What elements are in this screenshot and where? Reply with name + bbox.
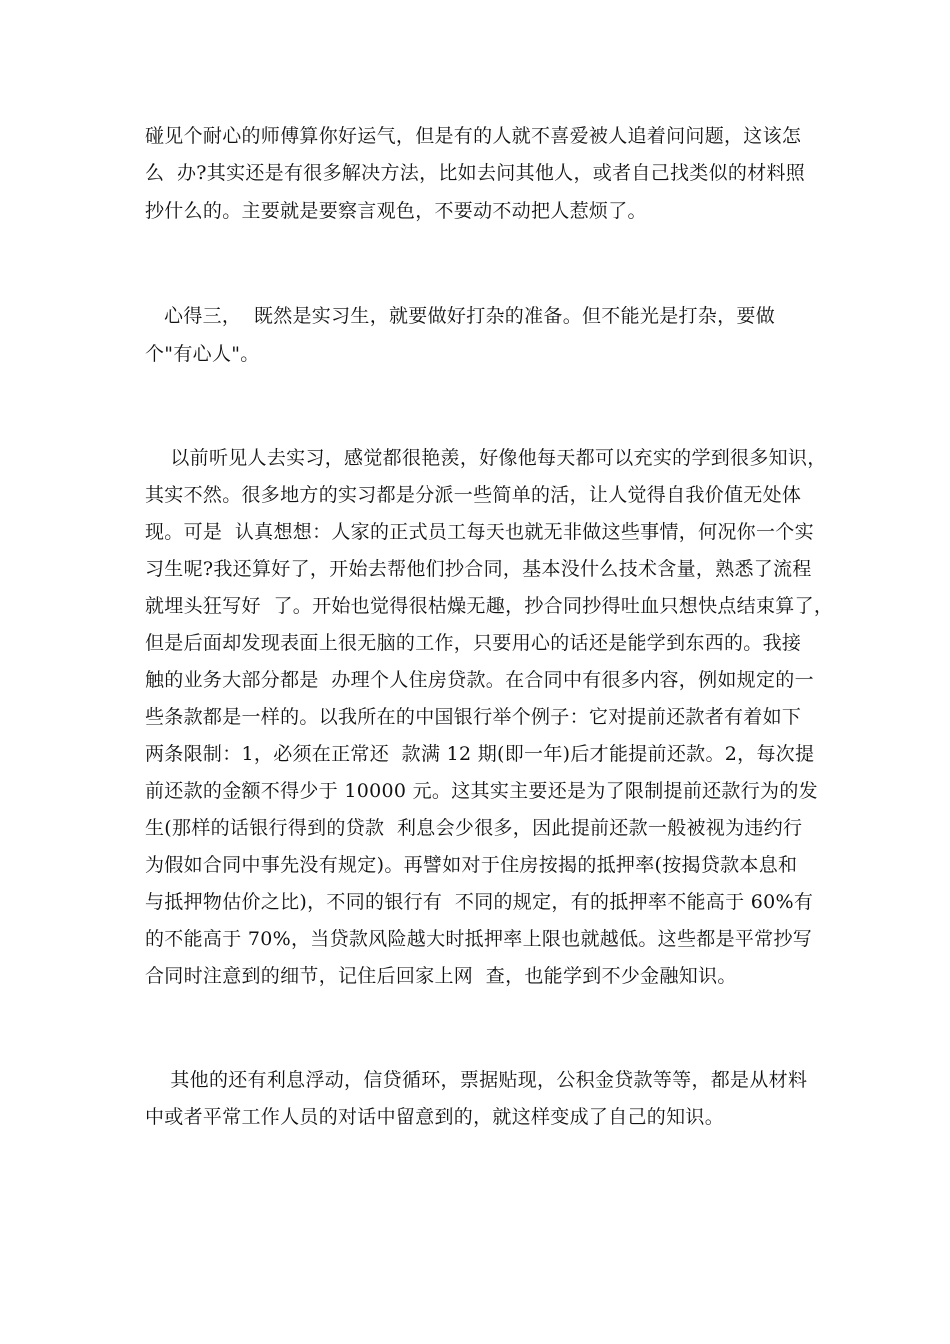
text-line: 触的业务大部分都是 办理个人住房贷款。在合同中有很多内容，例如规定的一 bbox=[145, 669, 814, 691]
text-line: 习生呢?我还算好了，开始去帮他们抄合同，基本没什么技术含量，熟悉了流程 bbox=[145, 558, 812, 580]
text-line: 生(那样的话银行得到的贷款 利息会少很多，因此提前还款一般被视为违约行 bbox=[145, 817, 803, 839]
text-line: 么 办?其实还是有很多解决方法，比如去问其他人，或者自己找类似的材料照 bbox=[145, 162, 806, 184]
text-line: 两条限制：1，必须在正常还 款满 12 期(即一年)后才能提前还款。2，每次提 bbox=[145, 743, 815, 765]
text-line: 但是后面却发现表面上很无脑的工作，只要用心的话还是能学到东西的。我接 bbox=[145, 632, 802, 654]
text-line: 就埋头狂写好 了。开始也觉得很枯燥无趣，抄合同抄得吐血只想快点结束算了， bbox=[145, 595, 834, 617]
text-line: 合同时注意到的细节，记住后回家上网 查，也能学到不少金融知识。 bbox=[145, 965, 737, 987]
text-line: 抄什么的。主要就是要察言观色，不要动不动把人惹烦了。 bbox=[145, 200, 647, 222]
text-line: 现。可是 认真想想：人家的正式员工每天也就无非做这些事情，何况你一个实 bbox=[145, 521, 814, 543]
text-line: 其他的还有利息浮动，信贷循环，票据贴现，公积金贷款等等，都是从材料 bbox=[145, 1069, 808, 1091]
text-line: 其实不然。很多地方的实习都是分派一些简单的活，让人觉得自我价值无处体 bbox=[145, 484, 802, 506]
text-line: 以前听见人去实习，感觉都很艳羡，好像他每天都可以充实的学到很多知识， bbox=[145, 447, 827, 469]
text-line: 的不能高于 70%，当贷款风险越大时抵押率上限也就越低。这些都是平常抄写 bbox=[145, 928, 813, 950]
text-line: 碰见个耐心的师傅算你好运气，但是有的人就不喜爱被人追着问问题，这该怎 bbox=[145, 125, 802, 147]
text-line: 个"有心人"。 bbox=[145, 343, 260, 365]
text-line: 中或者平常工作人员的对话中留意到的，就这样变成了自己的知识。 bbox=[145, 1106, 725, 1128]
text-line: 为假如合同中事先没有规定)。再譬如对于住房按揭的抵押率(按揭贷款本息和 bbox=[145, 854, 798, 876]
text-line: 与抵押物估价之比)，不同的银行有 不同的规定，有的抵押率不能高于 60%有 bbox=[145, 891, 814, 913]
text-line: 心得三， 既然是实习生，就要做好打杂的准备。但不能光是打杂，要做 bbox=[145, 305, 775, 327]
text-line: 些条款都是一样的。以我所在的中国银行举个例子：它对提前还款者有着如下 bbox=[145, 706, 802, 728]
text-line: 前还款的金额不得少于 10000 元。这其实主要还是为了限制提前还款行为的发 bbox=[145, 780, 818, 802]
